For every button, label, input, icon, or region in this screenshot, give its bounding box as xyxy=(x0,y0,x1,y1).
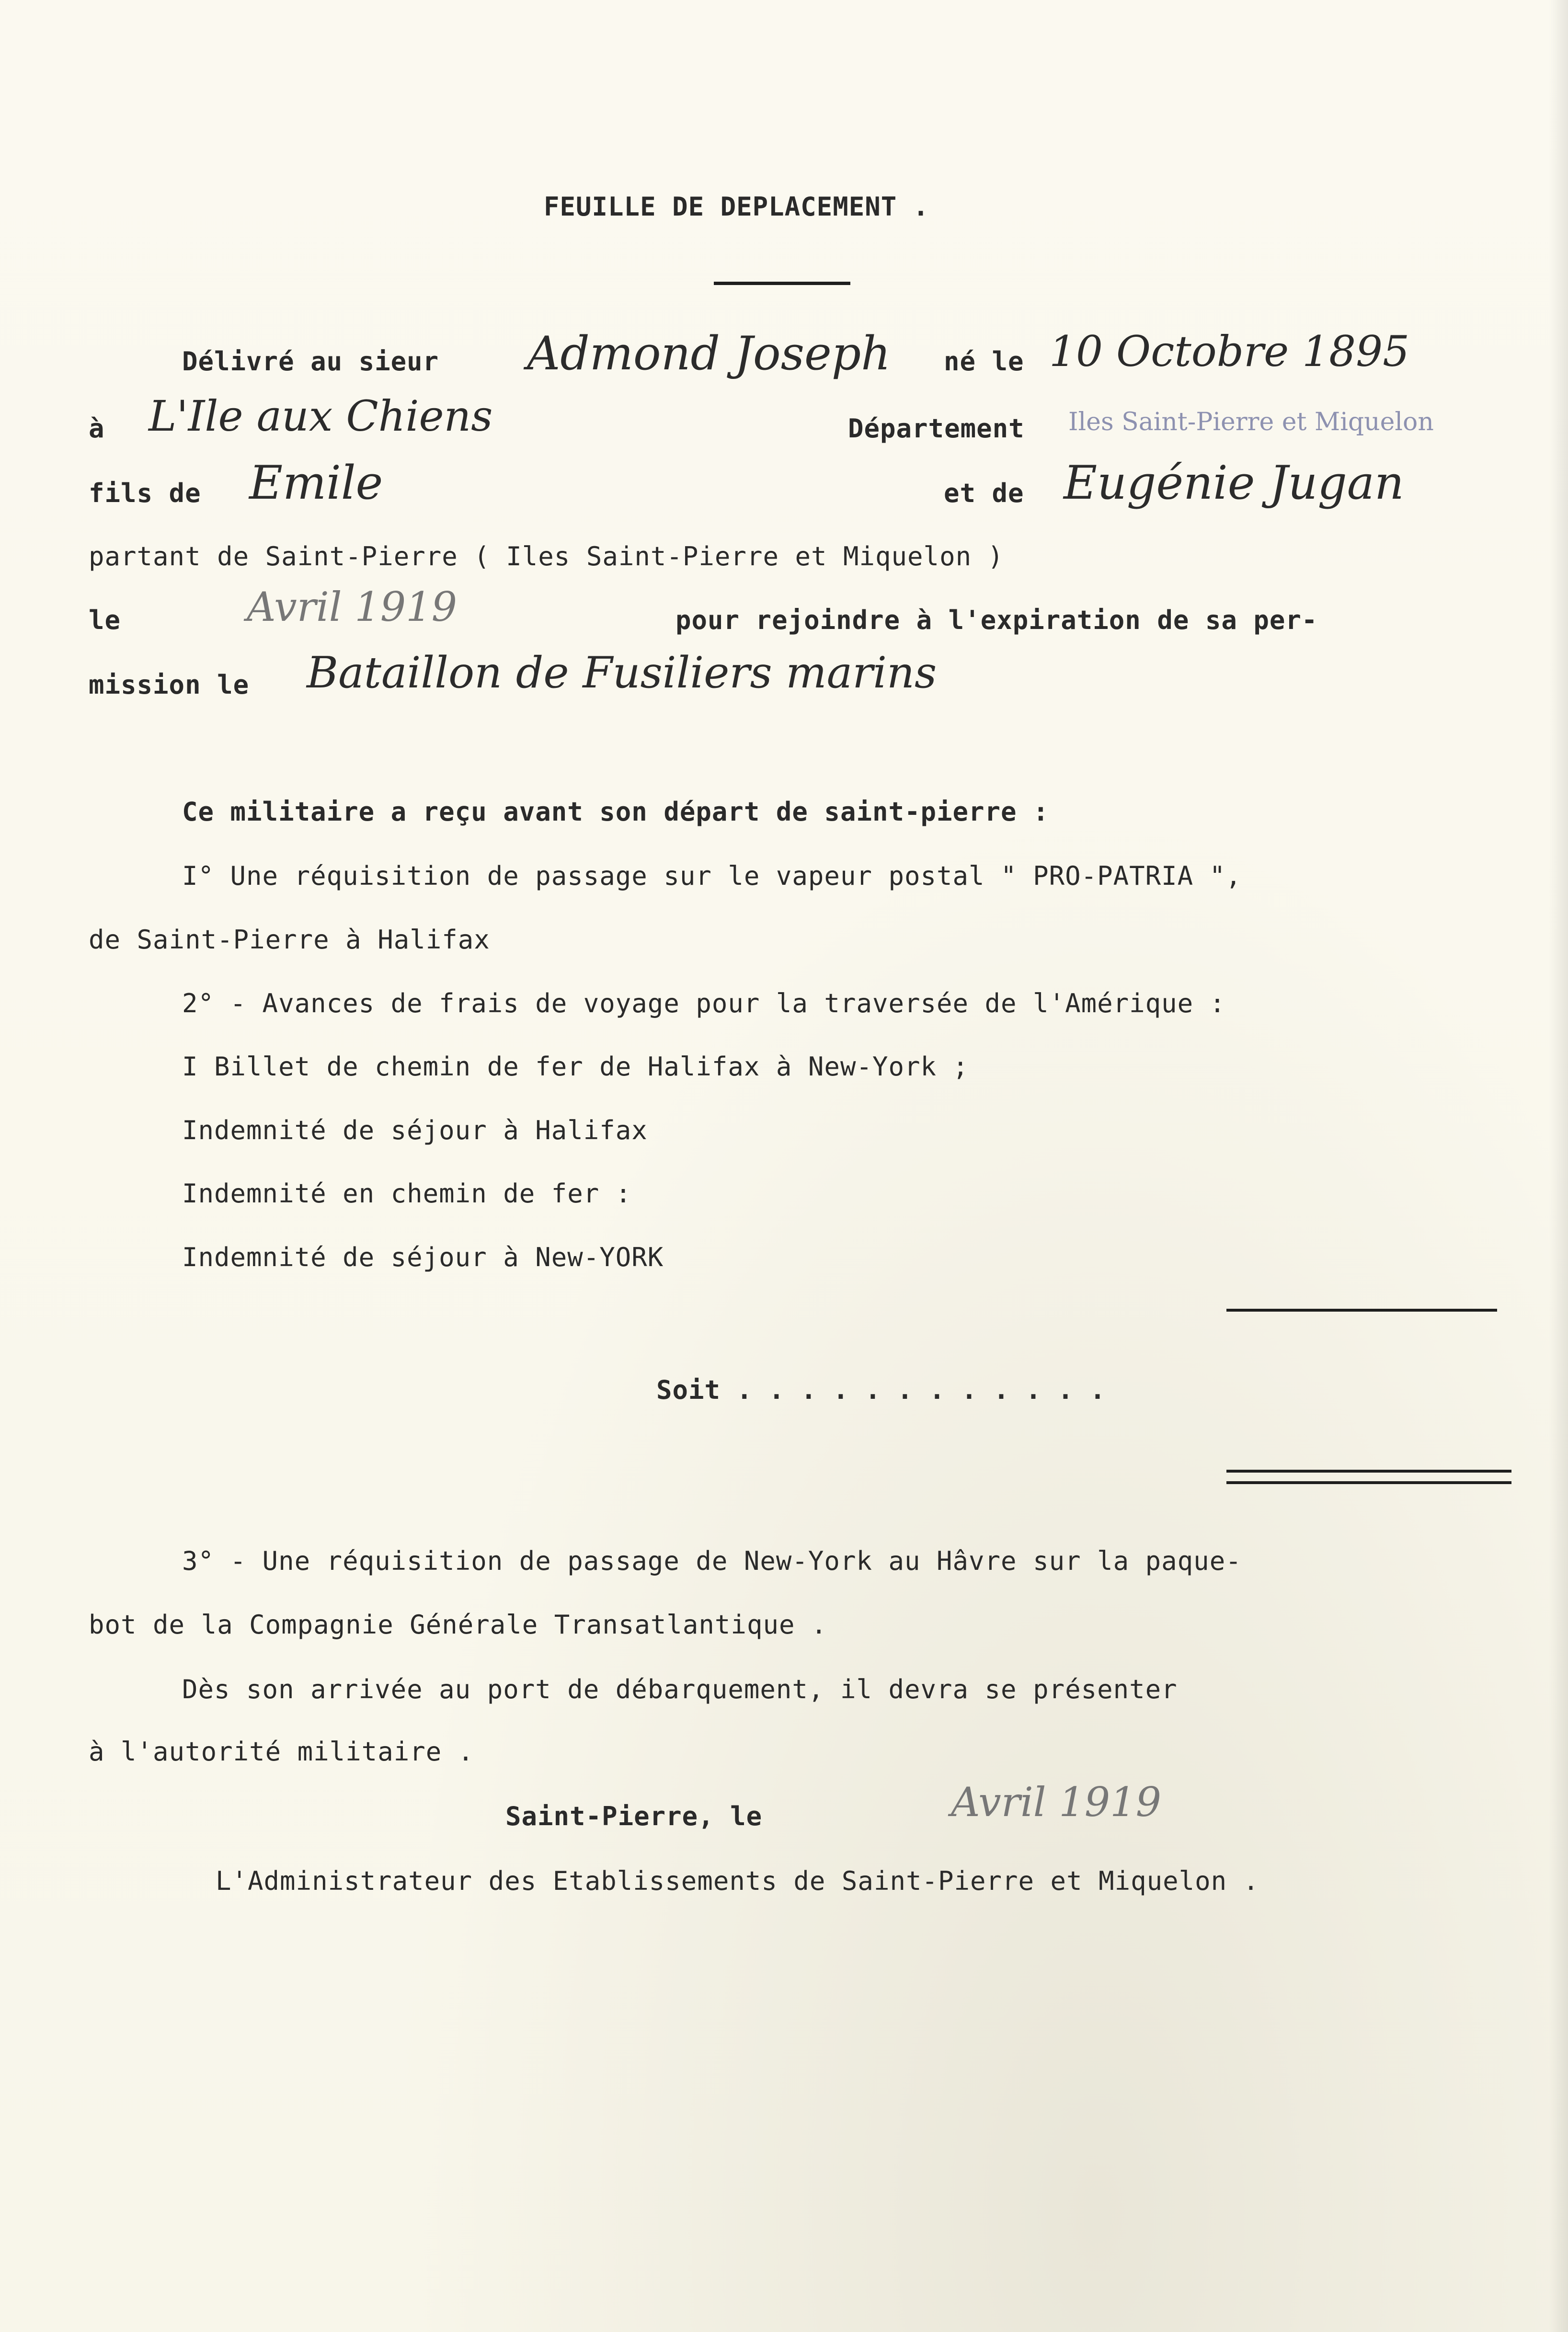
mission-label: mission le xyxy=(89,670,250,700)
leaving-line: partant de Saint-Pierre ( Iles Saint-Pierre et Miquelon ) xyxy=(89,541,1004,572)
birth-date-handwritten: 10 Octobre 1895 xyxy=(1049,327,1410,376)
received-intro: Ce militaire a reçu avant son départ de saint-pierre : xyxy=(182,797,1049,827)
father-handwritten: Emile xyxy=(249,456,383,510)
birthplace-handwritten: L'Ile aux Chiens xyxy=(149,391,493,441)
paper-edge-shadow xyxy=(1549,0,1568,2332)
son-of-label: fils de xyxy=(89,478,201,508)
rejoin-text: pour rejoindre à l'expiration de sa per- xyxy=(675,605,1318,635)
item3-line1: 3° - Une réquisition de passage de New-York au Hâvre sur la paque- xyxy=(182,1546,1242,1576)
document-title: FEUILLE DE DEPLACEMENT . xyxy=(544,192,929,222)
total-rule-top xyxy=(1226,1470,1511,1473)
expense-halifax-stay: Indemnité de séjour à Halifax xyxy=(182,1115,648,1145)
expense-train-ticket: I Billet de chemin de fer de Halifax à New-York ; xyxy=(182,1052,969,1082)
department-stamp: Iles Saint-Pierre et Miquelon xyxy=(1068,408,1434,436)
unit-handwritten: Bataillon de Fusiliers marins xyxy=(307,648,937,698)
total-rule-bottom xyxy=(1226,1481,1511,1484)
place-label: Saint-Pierre, le xyxy=(505,1801,763,1831)
signature-date-handwritten: Avril 1919 xyxy=(951,1779,1162,1826)
item3-line2: bot de la Compagnie Générale Transatlantique . xyxy=(89,1610,827,1640)
expense-train-allowance: Indemnité en chemin de fer : xyxy=(182,1178,632,1209)
arrival-line1: Dès son arrivée au port de débarquement, il devra se présenter xyxy=(182,1674,1178,1704)
expense-newyork-stay: Indemnité de séjour à New-YORK xyxy=(182,1242,664,1272)
le-label: le xyxy=(89,605,121,635)
mother-handwritten: Eugénie Jugan xyxy=(1064,456,1404,510)
arrival-line2: à l'autorité militaire . xyxy=(89,1737,474,1767)
departure-date-handwritten: Avril 1919 xyxy=(247,583,458,630)
born-label: né le xyxy=(944,346,1024,377)
item1-line1: I° Une réquisition de passage sur le vapeur postal " PRO-PATRIA ", xyxy=(182,861,1242,891)
name-handwritten: Admond Joseph xyxy=(527,327,891,380)
department-label: Département xyxy=(848,413,1025,444)
and-of-label: et de xyxy=(944,478,1024,508)
item2: 2° - Avances de frais de voyage pour la traversée de l'Amérique : xyxy=(182,988,1226,1018)
title-underline xyxy=(714,282,850,285)
issued-label: Délivré au sieur xyxy=(182,346,439,377)
total-label: Soit . . . . . . . . . . . . xyxy=(656,1375,1106,1405)
subtotal-rule xyxy=(1226,1309,1497,1312)
item1-line2: de Saint-Pierre à Halifax xyxy=(89,925,490,955)
at-label: à xyxy=(89,413,105,444)
signatory-line: L'Administrateur des Etablissements de Saint-Pierre et Miquelon . xyxy=(216,1866,1259,1896)
